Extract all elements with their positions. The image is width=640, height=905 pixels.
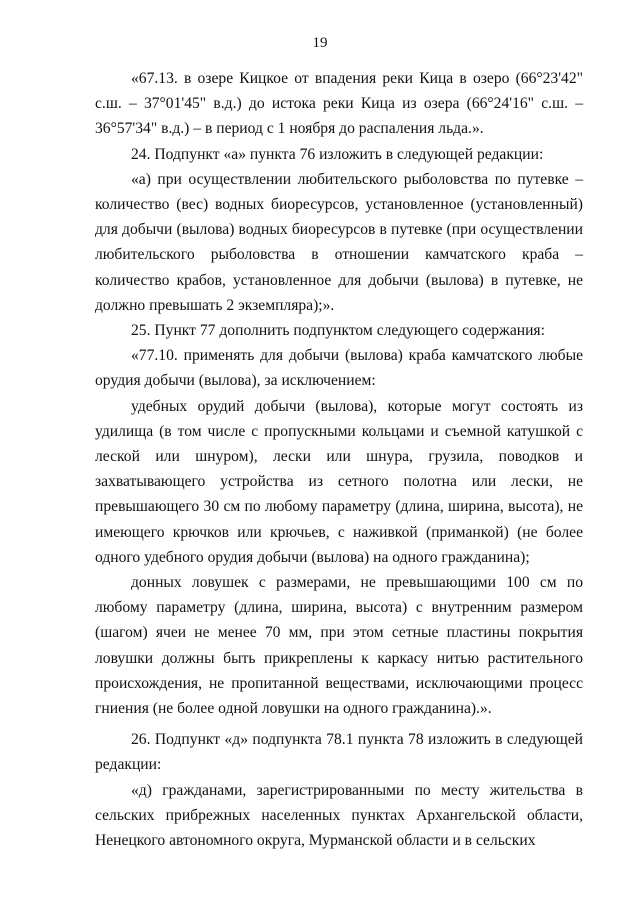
document-body [95,66,583,853]
paragraph-subitem-d: «д) гражданами, зарегистрированными по месту жительства в сельских прибрежных населенных пунктах Архангельской области, Ненецкого автономного округа, Мурманской области и в сельских [95,781,583,850]
paragraph-item-25: 25. Пункт 77 дополнить подпунктом следующего содержания: [131,322,545,340]
paragraph-item-24: 24. Подпункт «а» пункта 76 изложить в следующей редакции: [131,145,544,163]
page-number: 19 [312,35,328,51]
paragraph-subitem-a: «а) при осуществлении любительского рыболовства по путевке – количество (вес) водных биоресурсов, установленное (установленный) для добычи (вылова) водных биоресурсов в путевке (при осуществлении любительского рыболовства в отношении камчатского краба – количество крабов, установленное для добычи (вылова) в путевке, не должно превышать 2 экземпляра);». [95,170,583,314]
paragraph-item-26: 26. Подпункт «д» подпункта 78.1 пункта 78 изложить в следующей редакции: [95,731,583,774]
paragraph-fishing-gear: удебных орудий добычи (вылова), которые могут состоять из удилища (в том числе с пропускными кольцами и съемной катушкой с леской или шнуром), лески или шнура, грузила, поводков и захватывающего устройства из сетного полотна или лески, не превышающего 30 см по любому параметру (длина, ширина, высота), не имеющего крючков или крючьев, с наживкой (приманкой) (не более одного удебного орудия добычи (вылова) на одного гражданина); [95,397,583,566]
paragraph-67-13: «67.13. в озере Кицкое от впадения реки Кица в озеро (66°23'42" с.ш. – 37°01'45" в.д.) до истока реки Кица из озера (66°24'16" с.ш. – 36°57'34" в.д.) – в период с 1 ноября до распаления льда.». [95,70,583,138]
paragraph-bottom-traps: донных ловушек с размерами, не превышающими 100 см по любому параметру (длина, ширина, высота) с внутренним размером (шагом) ячеи не менее 70 мм, при этом сетные пластины покрытия ловушки должны быть прикреплены к каркасу нитью растительного происхождения, не пропитанной веществами, исключающими процесс гниения (не более одной ловушки на одного гражданина).». [95,574,583,718]
paragraph-77-10: «77.10. применять для добычи (вылова) краба камчатского любые орудия добычи (вылова), за исключением: [95,347,583,390]
